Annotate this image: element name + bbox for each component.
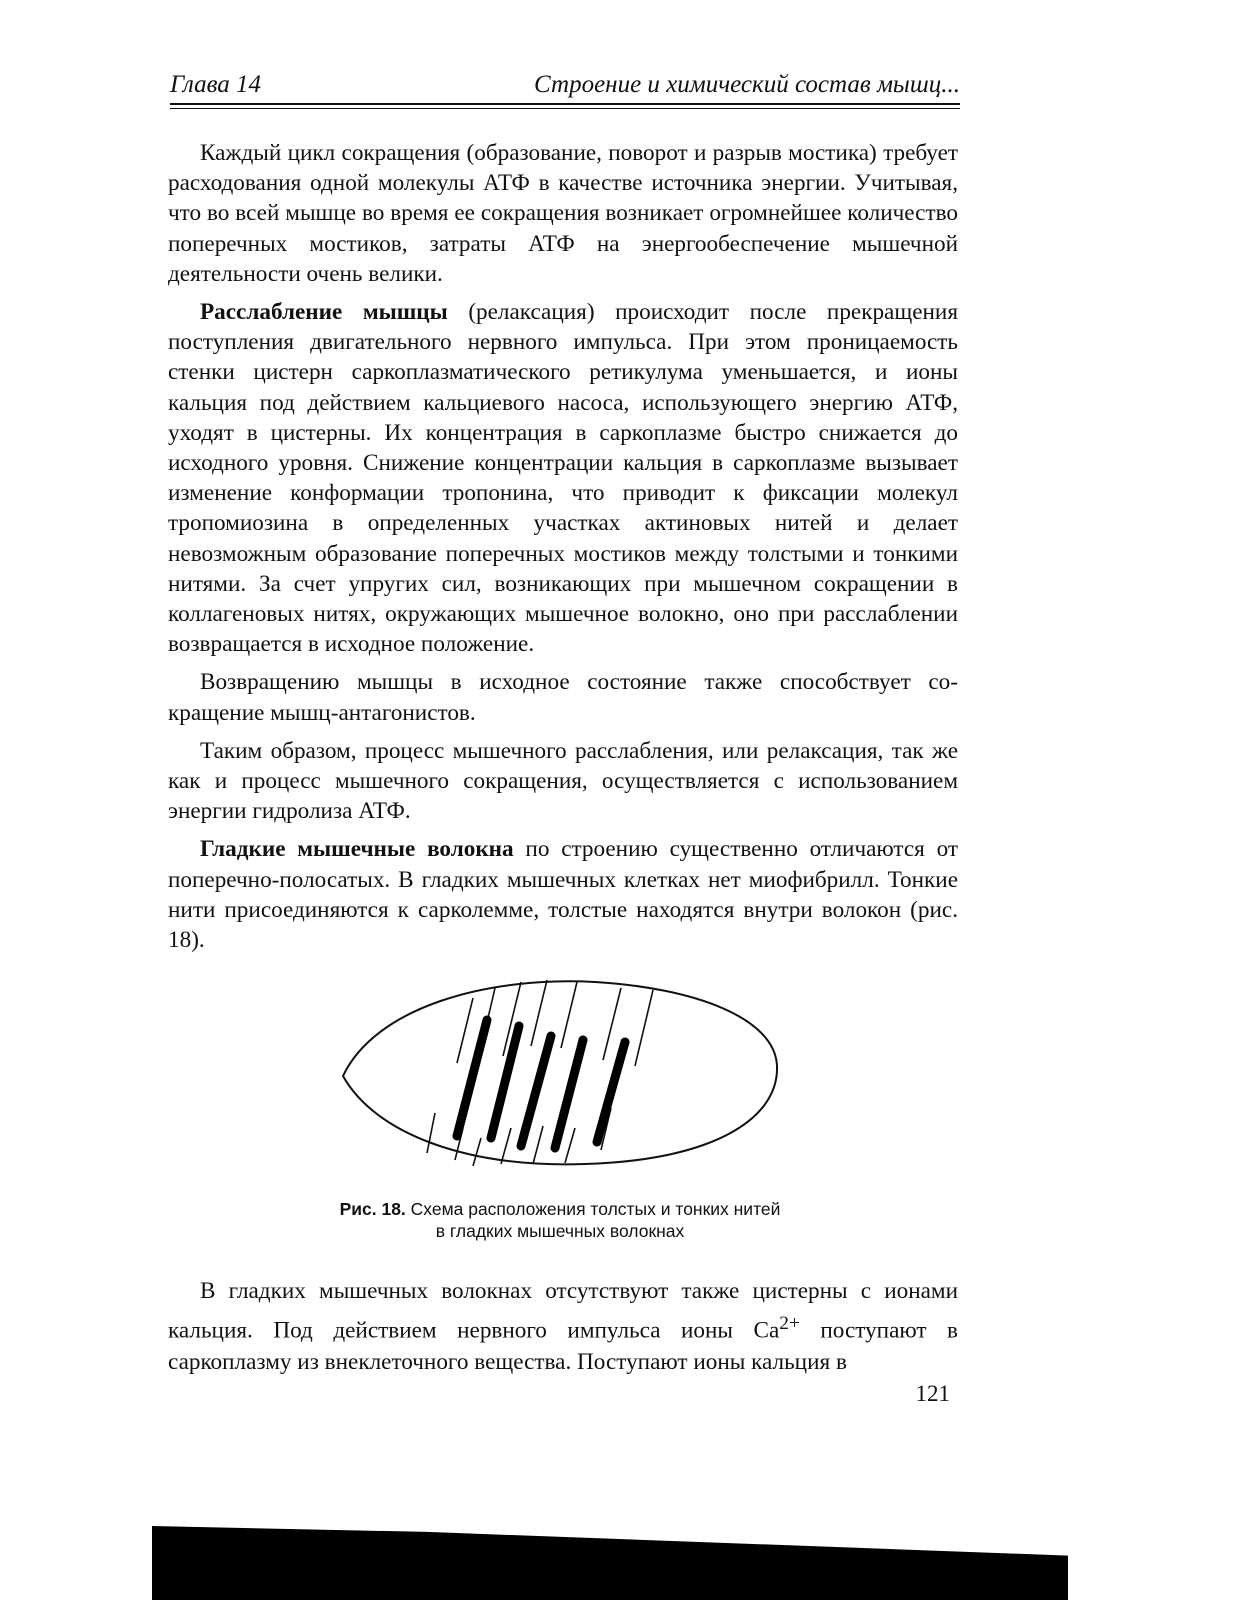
paragraph (168, 667, 958, 727)
running-title: Строение и химический состав мышц... (533, 71, 960, 98)
thin-filament (565, 1128, 575, 1163)
figure-caption (240, 1198, 880, 1242)
paragraph (168, 1276, 958, 1378)
header-rule-thin (170, 108, 960, 109)
paragraph-text: Каждый цикл сокращения (образование, поворот и разрыв мостика) требует расходования одной молекулы АТФ в качестве источника энергии. Учитывая, что во всей мышце во время ее сокращения возникает огромнейшее количество поперечных мостиков, затраты АТФ на энергообеспечение мышечной деятельности очень велики. (168, 140, 958, 287)
page-number: 121 (915, 1381, 950, 1406)
superscript: 2+ (779, 1312, 800, 1334)
paragraph-text: (релаксация) происходит после прекращения поступления двигательного нервного импульса. При этом проницаемость стенки цистерн саркоплазматического ретикулума уменьшается, и ионы кальция под действием кальциевого насоса, использующего энергию АТФ, уходят в цистерны. Их концентрация в саркоплазме быстро снижается до исходного уровня. Снижение концентрации кальция в саркоплазме вызывает изменение конформации тропонина, что приводит к фиксации молекул тропомиозина в определенных участках актиновых нитей и делает невозможным образование поперечных мостиков между толстыми и тонкими нитями. За счет упругих сил, возникающих при мышечном сокращении в коллагеновых нитях, окружающих мышечное волокно, оно при расслаблении возвращается в исходное положение. (168, 299, 958, 658)
scan-edge-shadow (152, 1526, 1068, 1600)
paragraph-text: поступают в саркоплазму из внеклеточного вещества. Поступают ионы кальция в (168, 1317, 958, 1375)
paragraph (168, 834, 958, 955)
header-rule-thick (170, 103, 960, 105)
paragraph-bold-term: Гладкие мышечные волокна (200, 836, 514, 863)
running-header (170, 70, 960, 104)
paragraph (168, 138, 958, 289)
thin-filament (635, 990, 653, 1066)
paragraph (168, 736, 958, 827)
caption-text: Схема расположения толстых и тонких нитей (405, 1199, 781, 1219)
thick-filament (555, 1040, 583, 1148)
thin-filament (427, 1113, 435, 1153)
paragraph-text: В гладких мышечных волокнах отсутствуют также цистерны с ионами кальция. Под действием нервного импульса ионы Ca (168, 1278, 958, 1344)
thick-filament (597, 1042, 625, 1142)
thick-filament (521, 1036, 551, 1146)
chapter-label: Глава 14 (170, 71, 262, 98)
thick-filament (491, 1026, 519, 1138)
thin-filament (603, 988, 621, 1060)
thick-filament (457, 1020, 487, 1136)
figure-18-diagram (335, 968, 785, 1173)
paragraph-text: Таким образом, процесс мышечного расслабления, или релаксация, так же как и процесс мышечного сокращения, осуществляется с использованием энергии гидролиза АТФ. (168, 737, 958, 825)
thin-filament (533, 1126, 543, 1164)
thin-filament (531, 980, 547, 1046)
paragraph-bold-term: Расслабление мышцы (200, 299, 448, 326)
smooth-muscle-fiber-diagram (335, 968, 785, 1173)
thin-filament (473, 1138, 481, 1166)
paragraph-text: по строению существенно отличаются от поперечно-полосатых. В гладких мышечных клетках нет миофибрилл. Тонкие нити присоединяются к сарколемме, толстые находятся внутри волокон (рис. 18). (168, 836, 958, 954)
thin-filament (561, 982, 577, 1048)
thin-filament (501, 1128, 511, 1164)
body-text-top (168, 138, 958, 963)
caption-line-2: в гладких мышечных волокнах (435, 1221, 685, 1241)
thin-filament (457, 998, 473, 1063)
paragraph-text: Возвращению мышцы в исходное состояние также способствует сокращение мышц-антагонистов. (168, 669, 958, 726)
caption-label: Рис. 18. (339, 1199, 406, 1219)
body-text-bottom (168, 1276, 958, 1378)
caption-line-1 (240, 1198, 880, 1220)
paragraph (168, 297, 958, 659)
thick-filaments (457, 1020, 625, 1148)
